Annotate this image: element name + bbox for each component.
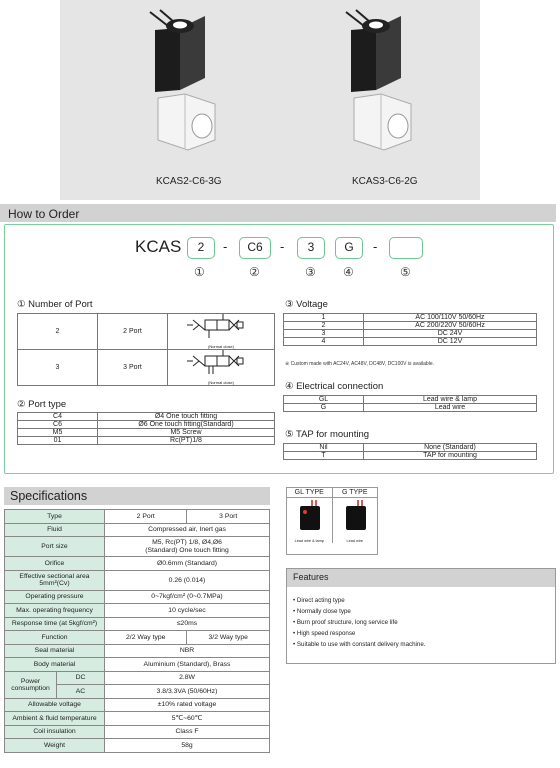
table-row <box>18 350 275 386</box>
table-cell: Ambient & fluid temperature <box>5 712 105 726</box>
table-cell: Coil insulation <box>5 725 105 739</box>
table-cell: ±10% rated voltage <box>105 698 270 712</box>
table-cell: 5℃~60℃ <box>105 712 270 726</box>
table-cell: Body material <box>5 658 105 672</box>
tap-table <box>283 443 537 460</box>
g-type-cell <box>333 498 378 543</box>
table-cell: NBR <box>105 644 270 658</box>
table-cell: 2 Port <box>105 510 187 524</box>
esa-label-line: 5mm²(Cv) <box>39 580 70 587</box>
table-row <box>5 644 270 658</box>
table-cell: Ø0.6mm (Standard) <box>105 557 270 571</box>
table-cell: M5 <box>18 429 98 437</box>
product-label-1: KCAS2-C6-3G <box>156 176 222 187</box>
feature-item: • Burn proof structure, long service life <box>293 619 398 626</box>
voltage-title: ③ Voltage <box>285 299 328 310</box>
table-cell: Aluminium (Standard), Brass <box>105 658 270 672</box>
table-row <box>284 404 537 412</box>
table-cell: Orifice <box>5 557 105 571</box>
table-row <box>5 557 270 571</box>
port-type-title: ② Port type <box>17 399 67 410</box>
coil-g-icon <box>340 498 370 534</box>
order-index-5: ⑤ <box>400 265 411 279</box>
table-row <box>284 330 537 338</box>
order-index-1: ① <box>194 265 205 279</box>
esa-label-line: Effective sectional area <box>19 572 90 580</box>
port-size-line: (Standard) One touch fitting <box>145 546 229 554</box>
table-cell: Power consumption <box>5 671 57 698</box>
table-cell: 3 Port <box>187 510 270 524</box>
table-row <box>5 725 270 739</box>
specifications-table <box>4 509 270 753</box>
table-cell: AC <box>57 685 105 699</box>
product-image-panel <box>60 0 480 200</box>
symbol-caption: (Normal close) <box>207 380 234 385</box>
number-of-port-table <box>17 313 275 386</box>
table-row <box>5 631 270 645</box>
number-of-port-title: ① Number of Port <box>17 299 93 310</box>
table-row <box>5 590 270 604</box>
g-type-title: G TYPE <box>341 489 368 496</box>
table-cell: Class F <box>105 725 270 739</box>
order-index-2: ② <box>249 265 260 279</box>
how-to-order-panel <box>4 224 554 474</box>
table-cell: DC <box>57 671 105 685</box>
table-row <box>18 437 275 445</box>
order-index-4: ④ <box>343 265 354 279</box>
feature-item: • Direct acting type <box>293 597 345 604</box>
table-row <box>5 712 270 726</box>
table-cell: 10 cycle/sec <box>105 604 270 618</box>
table-cell: 3 <box>284 330 364 338</box>
feature-item: • Suitable to use with constant delivery machine. <box>293 641 426 648</box>
table-row <box>5 658 270 672</box>
table-cell: 1 <box>284 314 364 322</box>
table-row <box>284 338 537 346</box>
table-row <box>284 444 537 452</box>
table-cell: C6 <box>18 421 98 429</box>
voltage-table <box>283 313 537 346</box>
table-cell: Rc(PT)1/8 <box>98 437 275 445</box>
gl-type-title: GL TYPE <box>287 488 333 497</box>
table-row <box>5 698 270 712</box>
table-cell: Operating pressure <box>5 590 105 604</box>
table-cell: AC 200/220V 50/60Hz <box>364 322 537 330</box>
table-cell: Ø6 One touch fitting(Standard) <box>98 421 275 429</box>
table-cell: ≤20ms <box>105 617 270 631</box>
table-row <box>18 413 275 421</box>
order-code-prefix: KCAS <box>135 237 182 256</box>
valve-symbol-3port <box>168 350 275 386</box>
electrical-table <box>283 395 537 412</box>
table-row <box>284 396 537 404</box>
table-cell: AC 100/110V 50/60Hz <box>364 314 537 322</box>
table-cell: DC 24V <box>364 330 537 338</box>
table-cell: 2 <box>18 314 98 350</box>
table-row <box>5 671 270 685</box>
table-cell: 4 <box>284 338 364 346</box>
table-cell: 0.26 (0.014) <box>105 570 270 590</box>
table-cell: Lead wire & lamp <box>364 396 537 404</box>
table-row <box>284 322 537 330</box>
table-row <box>18 429 275 437</box>
table-cell: Lead wire <box>364 404 537 412</box>
table-cell: G <box>284 404 364 412</box>
table-row <box>18 421 275 429</box>
table-cell: DC 12V <box>364 338 537 346</box>
valve-image-1 <box>120 8 240 168</box>
how-to-order-header: How to Order <box>0 204 556 222</box>
table-cell: 3 <box>18 350 98 386</box>
table-cell: Seal material <box>5 644 105 658</box>
symbol-caption: (Normal close) <box>207 344 234 349</box>
dash: - <box>280 239 285 254</box>
valve-image-2 <box>316 8 436 168</box>
table-cell: 3 Port <box>98 350 168 386</box>
valve-symbol-2port <box>168 314 275 350</box>
order-code-port: 2 <box>187 237 215 259</box>
coil-gl-icon <box>294 498 324 534</box>
order-index-3: ③ <box>305 265 316 279</box>
table-cell: TAP for mounting <box>364 452 537 460</box>
table-cell: None (Standard) <box>364 444 537 452</box>
table-cell: Allowable voltage <box>5 698 105 712</box>
table-row <box>5 739 270 753</box>
table-row <box>5 617 270 631</box>
table-cell: 58g <box>105 739 270 753</box>
table-cell: Nil <box>284 444 364 452</box>
specifications-header: Specifications <box>4 487 270 505</box>
table-cell <box>5 570 105 590</box>
dash: - <box>223 239 228 254</box>
table-cell: Fluid <box>5 523 105 537</box>
table-cell: 3/2 Way type <box>187 631 270 645</box>
table-cell: Weight <box>5 739 105 753</box>
order-code-electrical: G <box>335 237 363 259</box>
table-cell <box>105 537 270 557</box>
table-row <box>18 314 275 350</box>
feature-item: • Normally close type <box>293 608 351 615</box>
table-cell: 2 <box>284 322 364 330</box>
table-cell: Max. operating frequency <box>5 604 105 618</box>
electrical-title: ④ Electrical connection <box>285 381 384 392</box>
table-row <box>284 452 537 460</box>
features-header: Features <box>287 569 555 587</box>
coil-types-panel <box>286 487 378 555</box>
table-cell: Compressed air, Inert gas <box>105 523 270 537</box>
feature-item: • High speed response <box>293 630 356 637</box>
product-label-2: KCAS3-C6-2G <box>352 176 418 187</box>
table-row <box>5 570 270 590</box>
gl-caption: Lead wire & lamp <box>294 539 324 543</box>
table-cell: Function <box>5 631 105 645</box>
table-cell: 3.8/3.3VA (50/60Hz) <box>105 685 270 699</box>
table-row <box>5 537 270 557</box>
g-caption: Lead wire <box>346 539 363 543</box>
table-row <box>5 604 270 618</box>
order-code-port-type: C6 <box>239 237 271 259</box>
table-cell: Type <box>5 510 105 524</box>
tap-title: ⑤ TAP for mounting <box>285 429 370 440</box>
table-cell: T <box>284 452 364 460</box>
table-row <box>5 523 270 537</box>
features-panel <box>286 568 556 664</box>
port-type-table <box>17 412 275 445</box>
table-cell: Port size <box>5 537 105 557</box>
gl-type-cell <box>287 498 333 543</box>
order-code-voltage: 3 <box>297 237 325 259</box>
voltage-note: ※ Custom made with AC24V, AC48V, DC48V, DC100V is available. <box>285 361 434 367</box>
table-cell: 2/2 Way type <box>105 631 187 645</box>
table-cell: Ø4 One touch fitting <box>98 413 275 421</box>
table-cell: GL <box>284 396 364 404</box>
port-size-line: M5, Rc(PT) 1/8, Ø4,Ø6 <box>152 538 222 546</box>
table-row <box>284 314 537 322</box>
dash: - <box>373 239 378 254</box>
order-code-tap <box>389 237 423 259</box>
table-cell: 01 <box>18 437 98 445</box>
table-cell: C4 <box>18 413 98 421</box>
table-cell: 2.8W <box>105 671 270 685</box>
table-cell: 0~7kgf/cm² (0~0.7MPa) <box>105 590 270 604</box>
table-cell: M5 Screw <box>98 429 275 437</box>
table-cell: 2 Port <box>98 314 168 350</box>
table-row <box>5 510 270 524</box>
table-cell: Response time (at 5kgf/cm²) <box>5 617 105 631</box>
